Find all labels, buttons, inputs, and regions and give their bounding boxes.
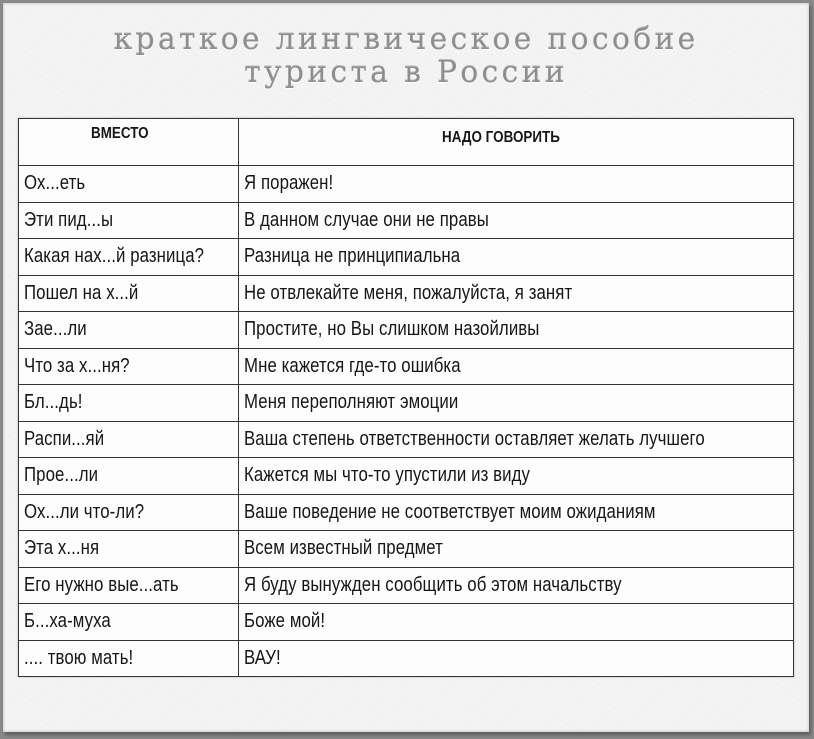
header-instead: ВМЕСТО — [19, 119, 239, 166]
title-line-2: туриста в России — [244, 55, 568, 90]
cell-instead: Что за х...ня? — [19, 348, 239, 385]
cell-say: Разница не принципиальна — [239, 239, 794, 276]
cell-instead: Пошел на х...й — [19, 275, 239, 312]
cell-instead: Ох...ли что-ли? — [19, 494, 239, 531]
table-row — [19, 421, 794, 458]
table-header-row — [19, 119, 794, 166]
cell-instead: Бл...дь! — [19, 385, 239, 422]
table-row — [19, 640, 794, 677]
table-row — [19, 312, 794, 349]
document-sheet — [3, 3, 809, 732]
cell-instead: Эти пид...ы — [19, 202, 239, 239]
phrase-table — [18, 118, 794, 677]
cell-say: Ваше поведение не соответствует моим ожиданиям — [239, 494, 794, 531]
table-row — [19, 458, 794, 495]
cell-say: Кажется мы что-то упустили из виду — [239, 458, 794, 495]
table-row — [19, 494, 794, 531]
table-row — [19, 202, 794, 239]
cell-say: Мне кажется где-то ошибка — [239, 348, 794, 385]
cell-say: Ваша степень ответственности оставляет желать лучшего — [239, 421, 794, 458]
cell-instead: Распи...яй — [19, 421, 239, 458]
table-row — [19, 385, 794, 422]
table-row — [19, 239, 794, 276]
table-row — [19, 348, 794, 385]
cell-say: Не отвлекайте меня, пожалуйста, я занят — [239, 275, 794, 312]
cell-say: Простите, но Вы слишком назойливы — [239, 312, 794, 349]
cell-instead: .... твою мать! — [19, 640, 239, 677]
cell-say: ВАУ! — [239, 640, 794, 677]
cell-say: Меня переполняют эмоции — [239, 385, 794, 422]
title-line-1: краткое лингвическое пособие — [113, 22, 699, 57]
cell-say: Я поражен! — [239, 166, 794, 203]
table-row — [19, 604, 794, 641]
table-row — [19, 275, 794, 312]
cell-instead: Зае...ли — [19, 312, 239, 349]
cell-instead: Ох...еть — [19, 166, 239, 203]
table-row — [19, 531, 794, 568]
cell-say: Всем известный предмет — [239, 531, 794, 568]
cell-instead: Прое...ли — [19, 458, 239, 495]
cell-say: В данном случае они не правы — [239, 202, 794, 239]
table-row — [19, 567, 794, 604]
cell-instead: Б...ха-муха — [19, 604, 239, 641]
cell-instead: Эта х...ня — [19, 531, 239, 568]
cell-say: Я буду вынужден сообщить об этом начальству — [239, 567, 794, 604]
cell-say: Боже мой! — [239, 604, 794, 641]
cell-instead: Какая нах...й разница? — [19, 239, 239, 276]
header-say: НАДО ГОВОРИТЬ — [239, 119, 794, 166]
table-row — [19, 166, 794, 203]
cell-instead: Его нужно вые...ать — [19, 567, 239, 604]
document-title — [3, 23, 809, 89]
